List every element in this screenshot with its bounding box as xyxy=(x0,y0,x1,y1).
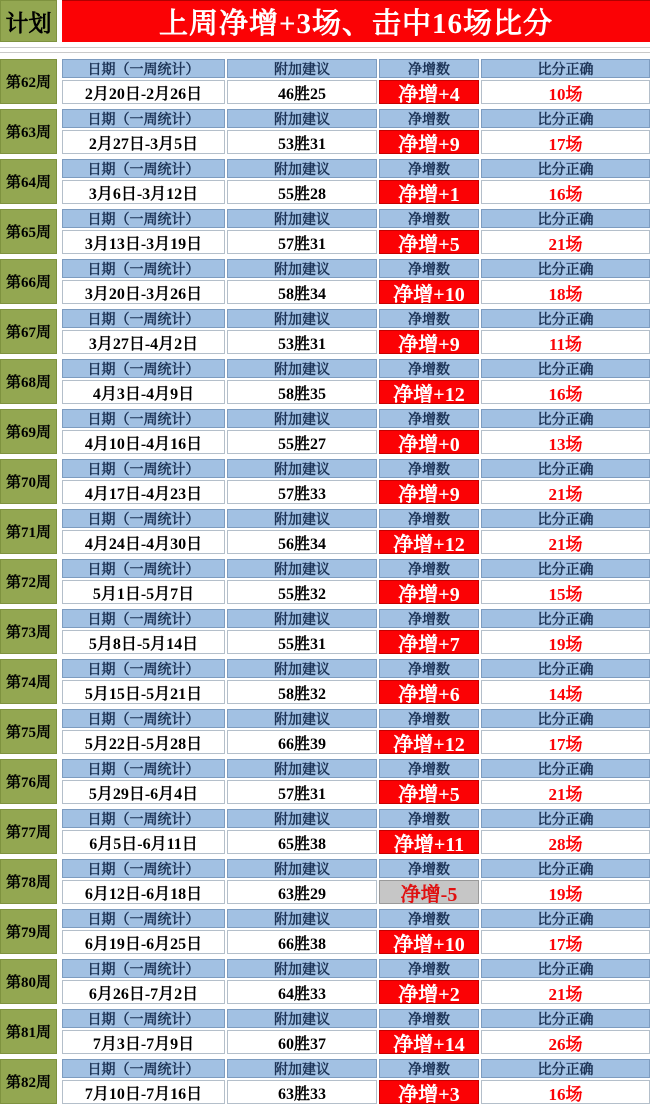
week-block xyxy=(0,1009,650,1054)
col-header-net: 净增数 xyxy=(379,759,479,778)
date-range-cell: 3月20日-3月26日 xyxy=(62,280,225,304)
suggestion-cell: 58胜35 xyxy=(227,380,377,404)
week-label: 第66周 xyxy=(0,259,57,304)
week-block xyxy=(0,509,650,554)
week-table xyxy=(62,509,650,554)
col-header-net: 净增数 xyxy=(379,309,479,328)
col-header-date: 日期（一周统计） xyxy=(62,109,225,128)
col-header-suggestion: 附加建议 xyxy=(227,159,377,178)
col-header-net: 净增数 xyxy=(379,959,479,978)
score-correct-cell: 15场 xyxy=(481,580,650,604)
col-header-date: 日期（一周统计） xyxy=(62,309,225,328)
col-header-score: 比分正确 xyxy=(481,959,650,978)
date-range-cell: 6月26日-7月2日 xyxy=(62,980,225,1004)
col-header-date: 日期（一周统计） xyxy=(62,459,225,478)
net-gain-cell: 净增+10 xyxy=(379,280,479,304)
col-header-suggestion: 附加建议 xyxy=(227,509,377,528)
week-table xyxy=(62,309,650,354)
suggestion-cell: 55胜31 xyxy=(227,630,377,654)
col-header-net: 净增数 xyxy=(379,359,479,378)
col-header-score: 比分正确 xyxy=(481,109,650,128)
col-header-net: 净增数 xyxy=(379,1009,479,1028)
date-range-cell: 7月10日-7月16日 xyxy=(62,1080,225,1104)
week-label: 第81周 xyxy=(0,1009,57,1054)
score-correct-cell: 21场 xyxy=(481,230,650,254)
col-header-suggestion: 附加建议 xyxy=(227,209,377,228)
score-correct-cell: 16场 xyxy=(481,380,650,404)
date-range-cell: 6月19日-6月25日 xyxy=(62,930,225,954)
col-header-score: 比分正确 xyxy=(481,559,650,578)
week-label: 第72周 xyxy=(0,559,57,604)
week-table xyxy=(62,1059,650,1104)
week-table xyxy=(62,259,650,304)
week-table xyxy=(62,809,650,854)
week-block xyxy=(0,709,650,754)
divider-strip xyxy=(0,47,650,53)
week-table xyxy=(62,659,650,704)
week-block xyxy=(0,909,650,954)
week-table xyxy=(62,559,650,604)
suggestion-cell: 58胜34 xyxy=(227,280,377,304)
col-header-suggestion: 附加建议 xyxy=(227,459,377,478)
suggestion-cell: 64胜33 xyxy=(227,980,377,1004)
suggestion-cell: 53胜31 xyxy=(227,330,377,354)
date-range-cell: 3月27日-4月2日 xyxy=(62,330,225,354)
score-correct-cell: 19场 xyxy=(481,630,650,654)
week-label: 第68周 xyxy=(0,359,57,404)
net-gain-cell: 净增+12 xyxy=(379,730,479,754)
col-header-score: 比分正确 xyxy=(481,759,650,778)
week-table xyxy=(62,409,650,454)
week-label: 第62周 xyxy=(0,59,57,104)
score-correct-cell: 26场 xyxy=(481,1030,650,1054)
score-correct-cell: 17场 xyxy=(481,130,650,154)
suggestion-cell: 66胜39 xyxy=(227,730,377,754)
col-header-score: 比分正确 xyxy=(481,1059,650,1078)
date-range-cell: 5月8日-5月14日 xyxy=(62,630,225,654)
score-correct-cell: 21场 xyxy=(481,530,650,554)
col-header-date: 日期（一周统计） xyxy=(62,209,225,228)
col-header-net: 净增数 xyxy=(379,659,479,678)
col-header-net: 净增数 xyxy=(379,859,479,878)
col-header-date: 日期（一周统计） xyxy=(62,809,225,828)
col-header-date: 日期（一周统计） xyxy=(62,359,225,378)
col-header-suggestion: 附加建议 xyxy=(227,909,377,928)
col-header-date: 日期（一周统计） xyxy=(62,959,225,978)
date-range-cell: 5月22日-5月28日 xyxy=(62,730,225,754)
col-header-score: 比分正确 xyxy=(481,59,650,78)
net-gain-cell: 净增+5 xyxy=(379,780,479,804)
col-header-score: 比分正确 xyxy=(481,609,650,628)
suggestion-cell: 63胜29 xyxy=(227,880,377,904)
score-correct-cell: 21场 xyxy=(481,980,650,1004)
week-block xyxy=(0,959,650,1004)
week-block xyxy=(0,759,650,804)
net-gain-cell: 净增+6 xyxy=(379,680,479,704)
col-header-score: 比分正确 xyxy=(481,309,650,328)
week-block xyxy=(0,809,650,854)
col-header-date: 日期（一周统计） xyxy=(62,559,225,578)
suggestion-cell: 60胜37 xyxy=(227,1030,377,1054)
col-header-net: 净增数 xyxy=(379,709,479,728)
col-header-net: 净增数 xyxy=(379,209,479,228)
week-label: 第73周 xyxy=(0,609,57,654)
week-table xyxy=(62,959,650,1004)
col-header-suggestion: 附加建议 xyxy=(227,709,377,728)
net-gain-cell: 净增+9 xyxy=(379,480,479,504)
week-table xyxy=(62,159,650,204)
net-gain-cell: 净增+9 xyxy=(379,130,479,154)
week-label: 第79周 xyxy=(0,909,57,954)
week-table xyxy=(62,709,650,754)
score-correct-cell: 18场 xyxy=(481,280,650,304)
week-label: 第74周 xyxy=(0,659,57,704)
date-range-cell: 5月29日-6月4日 xyxy=(62,780,225,804)
score-correct-cell: 21场 xyxy=(481,480,650,504)
week-table xyxy=(62,359,650,404)
net-gain-cell: 净增+0 xyxy=(379,430,479,454)
col-header-suggestion: 附加建议 xyxy=(227,409,377,428)
suggestion-cell: 57胜31 xyxy=(227,230,377,254)
date-range-cell: 4月10日-4月16日 xyxy=(62,430,225,454)
net-gain-cell: 净增+7 xyxy=(379,630,479,654)
week-block xyxy=(0,459,650,504)
col-header-suggestion: 附加建议 xyxy=(227,809,377,828)
col-header-net: 净增数 xyxy=(379,1059,479,1078)
week-label: 第82周 xyxy=(0,1059,57,1104)
col-header-date: 日期（一周统计） xyxy=(62,59,225,78)
date-range-cell: 5月15日-5月21日 xyxy=(62,680,225,704)
col-header-suggestion: 附加建议 xyxy=(227,609,377,628)
week-block xyxy=(0,59,650,104)
suggestion-cell: 66胜38 xyxy=(227,930,377,954)
score-correct-cell: 17场 xyxy=(481,730,650,754)
col-header-net: 净增数 xyxy=(379,609,479,628)
week-block xyxy=(0,559,650,604)
net-gain-cell: 净增+11 xyxy=(379,830,479,854)
col-header-suggestion: 附加建议 xyxy=(227,859,377,878)
col-header-suggestion: 附加建议 xyxy=(227,759,377,778)
week-block xyxy=(0,259,650,304)
col-header-date: 日期（一周统计） xyxy=(62,409,225,428)
suggestion-cell: 65胜38 xyxy=(227,830,377,854)
score-correct-cell: 19场 xyxy=(481,880,650,904)
week-label: 第75周 xyxy=(0,709,57,754)
col-header-date: 日期（一周统计） xyxy=(62,159,225,178)
date-range-cell: 6月12日-6月18日 xyxy=(62,880,225,904)
week-table xyxy=(62,1009,650,1054)
score-correct-cell: 10场 xyxy=(481,80,650,104)
col-header-net: 净增数 xyxy=(379,109,479,128)
week-table xyxy=(62,109,650,154)
week-label: 第76周 xyxy=(0,759,57,804)
score-correct-cell: 28场 xyxy=(481,830,650,854)
col-header-date: 日期（一周统计） xyxy=(62,1059,225,1078)
date-range-cell: 2月27日-3月5日 xyxy=(62,130,225,154)
suggestion-cell: 46胜25 xyxy=(227,80,377,104)
col-header-score: 比分正确 xyxy=(481,159,650,178)
week-label: 第65周 xyxy=(0,209,57,254)
week-label: 第64周 xyxy=(0,159,57,204)
col-header-date: 日期（一周统计） xyxy=(62,859,225,878)
net-gain-cell: 净增+12 xyxy=(379,530,479,554)
col-header-score: 比分正确 xyxy=(481,359,650,378)
date-range-cell: 2月20日-2月26日 xyxy=(62,80,225,104)
week-block xyxy=(0,1059,650,1104)
week-table xyxy=(62,909,650,954)
week-block xyxy=(0,309,650,354)
week-table xyxy=(62,209,650,254)
date-range-cell: 4月17日-4月23日 xyxy=(62,480,225,504)
col-header-suggestion: 附加建议 xyxy=(227,259,377,278)
score-correct-cell: 21场 xyxy=(481,780,650,804)
col-header-score: 比分正确 xyxy=(481,509,650,528)
week-block xyxy=(0,109,650,154)
suggestion-cell: 53胜31 xyxy=(227,130,377,154)
net-gain-cell: 净增+5 xyxy=(379,230,479,254)
plan-label: 计划 xyxy=(0,0,57,42)
col-header-suggestion: 附加建议 xyxy=(227,559,377,578)
col-header-date: 日期（一周统计） xyxy=(62,909,225,928)
col-header-suggestion: 附加建议 xyxy=(227,1009,377,1028)
col-header-date: 日期（一周统计） xyxy=(62,509,225,528)
col-header-score: 比分正确 xyxy=(481,459,650,478)
net-gain-cell: 净增+2 xyxy=(379,980,479,1004)
date-range-cell: 5月1日-5月7日 xyxy=(62,580,225,604)
week-label: 第70周 xyxy=(0,459,57,504)
col-header-date: 日期（一周统计） xyxy=(62,759,225,778)
col-header-score: 比分正确 xyxy=(481,809,650,828)
col-header-date: 日期（一周统计） xyxy=(62,609,225,628)
suggestion-cell: 57胜33 xyxy=(227,480,377,504)
date-range-cell: 3月6日-3月12日 xyxy=(62,180,225,204)
col-header-net: 净增数 xyxy=(379,909,479,928)
week-label: 第67周 xyxy=(0,309,57,354)
net-gain-cell: 净增-5 xyxy=(379,880,479,904)
col-header-net: 净增数 xyxy=(379,459,479,478)
page-title: 上周净增+3场、击中16场比分 xyxy=(62,0,650,42)
week-label: 第78周 xyxy=(0,859,57,904)
week-label: 第77周 xyxy=(0,809,57,854)
week-block xyxy=(0,659,650,704)
week-block xyxy=(0,159,650,204)
net-gain-cell: 净增+9 xyxy=(379,580,479,604)
col-header-suggestion: 附加建议 xyxy=(227,659,377,678)
weeks-list xyxy=(0,59,650,1104)
week-block xyxy=(0,359,650,404)
col-header-score: 比分正确 xyxy=(481,259,650,278)
col-header-suggestion: 附加建议 xyxy=(227,59,377,78)
col-header-net: 净增数 xyxy=(379,259,479,278)
col-header-suggestion: 附加建议 xyxy=(227,959,377,978)
week-table xyxy=(62,859,650,904)
col-header-suggestion: 附加建议 xyxy=(227,109,377,128)
week-table xyxy=(62,759,650,804)
suggestion-cell: 55胜32 xyxy=(227,580,377,604)
col-header-score: 比分正确 xyxy=(481,409,650,428)
week-block xyxy=(0,409,650,454)
col-header-suggestion: 附加建议 xyxy=(227,359,377,378)
col-header-net: 净增数 xyxy=(379,59,479,78)
net-gain-cell: 净增+14 xyxy=(379,1030,479,1054)
col-header-date: 日期（一周统计） xyxy=(62,709,225,728)
week-block xyxy=(0,609,650,654)
net-gain-cell: 净增+12 xyxy=(379,380,479,404)
week-block xyxy=(0,859,650,904)
score-correct-cell: 14场 xyxy=(481,680,650,704)
score-correct-cell: 11场 xyxy=(481,330,650,354)
week-label: 第69周 xyxy=(0,409,57,454)
net-gain-cell: 净增+3 xyxy=(379,1080,479,1104)
net-gain-cell: 净增+1 xyxy=(379,180,479,204)
col-header-date: 日期（一周统计） xyxy=(62,659,225,678)
col-header-score: 比分正确 xyxy=(481,709,650,728)
col-header-score: 比分正确 xyxy=(481,659,650,678)
col-header-suggestion: 附加建议 xyxy=(227,309,377,328)
score-correct-cell: 13场 xyxy=(481,430,650,454)
col-header-score: 比分正确 xyxy=(481,909,650,928)
col-header-net: 净增数 xyxy=(379,159,479,178)
col-header-date: 日期（一周统计） xyxy=(62,259,225,278)
col-header-net: 净增数 xyxy=(379,559,479,578)
suggestion-cell: 58胜32 xyxy=(227,680,377,704)
col-header-net: 净增数 xyxy=(379,409,479,428)
suggestion-cell: 63胜33 xyxy=(227,1080,377,1104)
net-gain-cell: 净增+9 xyxy=(379,330,479,354)
col-header-score: 比分正确 xyxy=(481,1009,650,1028)
date-range-cell: 4月3日-4月9日 xyxy=(62,380,225,404)
score-correct-cell: 16场 xyxy=(481,1080,650,1104)
sheet-header-row xyxy=(0,0,650,42)
col-header-net: 净增数 xyxy=(379,509,479,528)
col-header-score: 比分正确 xyxy=(481,209,650,228)
col-header-net: 净增数 xyxy=(379,809,479,828)
week-table xyxy=(62,609,650,654)
col-header-suggestion: 附加建议 xyxy=(227,1059,377,1078)
date-range-cell: 4月24日-4月30日 xyxy=(62,530,225,554)
suggestion-cell: 57胜31 xyxy=(227,780,377,804)
date-range-cell: 6月5日-6月11日 xyxy=(62,830,225,854)
week-table xyxy=(62,459,650,504)
week-block xyxy=(0,209,650,254)
suggestion-cell: 56胜34 xyxy=(227,530,377,554)
score-correct-cell: 17场 xyxy=(481,930,650,954)
score-correct-cell: 16场 xyxy=(481,180,650,204)
date-range-cell: 3月13日-3月19日 xyxy=(62,230,225,254)
net-gain-cell: 净增+10 xyxy=(379,930,479,954)
col-header-date: 日期（一周统计） xyxy=(62,1009,225,1028)
week-label: 第80周 xyxy=(0,959,57,1004)
week-label: 第63周 xyxy=(0,109,57,154)
col-header-score: 比分正确 xyxy=(481,859,650,878)
suggestion-cell: 55胜28 xyxy=(227,180,377,204)
suggestion-cell: 55胜27 xyxy=(227,430,377,454)
week-label: 第71周 xyxy=(0,509,57,554)
net-gain-cell: 净增+4 xyxy=(379,80,479,104)
week-table xyxy=(62,59,650,104)
date-range-cell: 7月3日-7月9日 xyxy=(62,1030,225,1054)
